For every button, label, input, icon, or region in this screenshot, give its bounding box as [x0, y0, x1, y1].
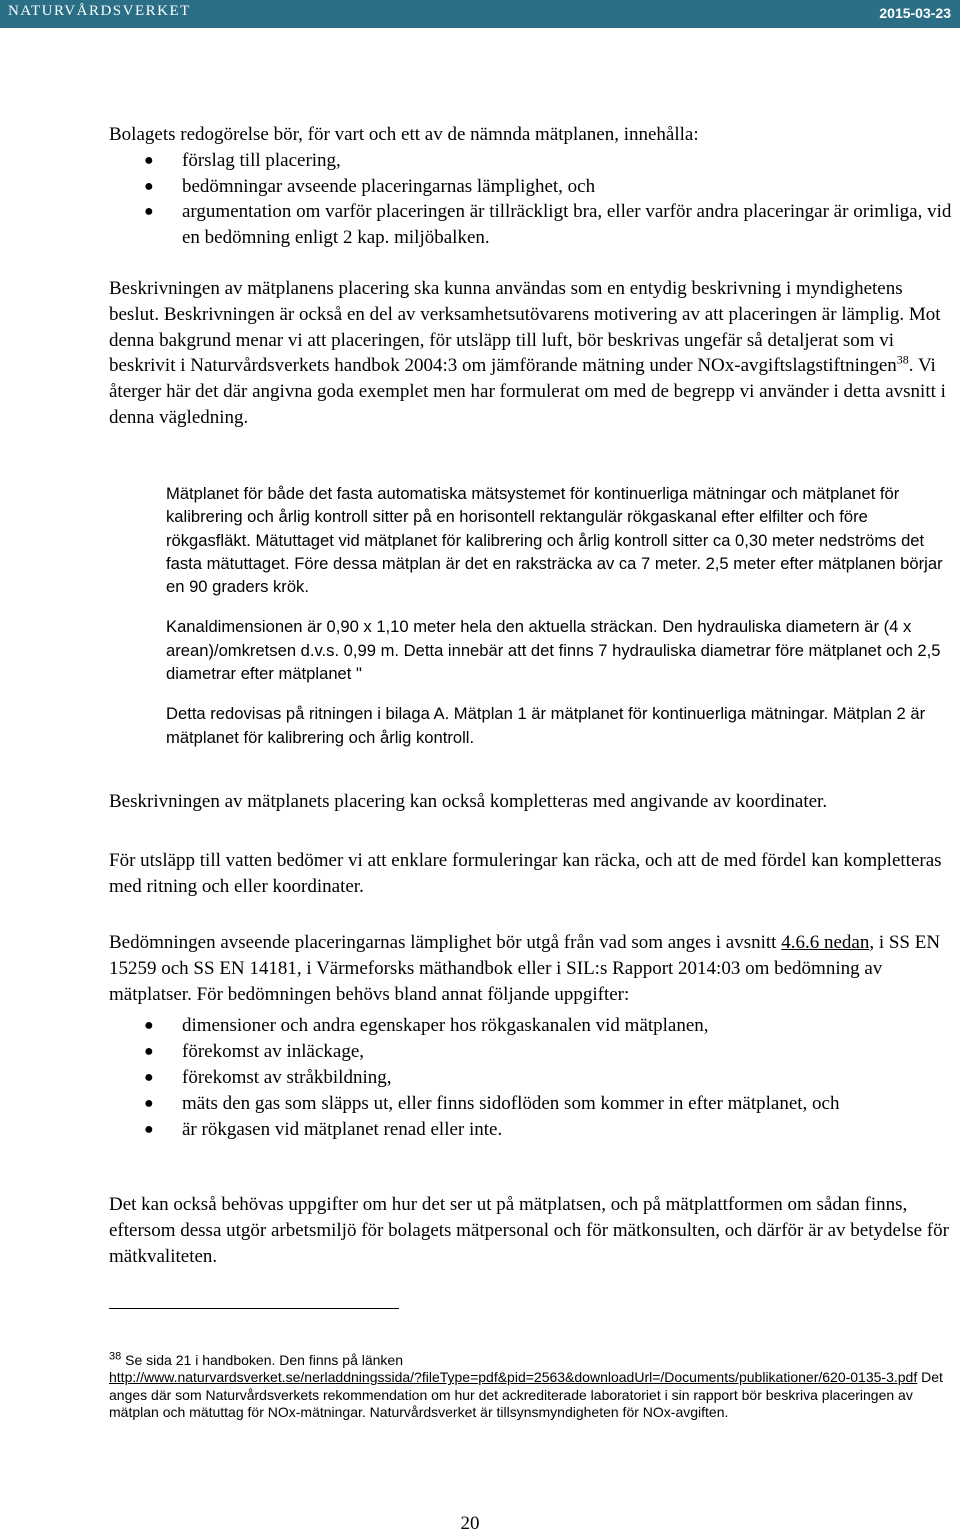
intro-bullet-list — [109, 148, 954, 251]
paragraph-water: För utsläpp till vatten bedömer vi att enklare formuleringar kan räcka, och att de med fördel kan kompletteras med ritning och eller koordinater. — [109, 850, 942, 897]
list-item: ● bedömningar avseende placeringarnas lämplighet, och — [109, 174, 954, 200]
footnote: $^{38}$ Se sida 21 i handboken. Den finns på länken http://www.naturvardsverket.se/nerladdningssida/?fileType=pdf&pid=2563&downloadUrl=/Documents/publikationer/620-0135-3.pdf Det anges där som Naturvårdsverkets rekommendation om hur det ackrediterade laboratoriet i sin rapport bör beskriva placeringen av mätplan och mätuttag för NOx-mätningar. Naturvårdsverket är tillsynsmyndigheten för NOx-avgiften. — [109, 1350, 943, 1421]
bullet-icon: ● — [144, 177, 154, 195]
bullet-icon: ● — [144, 1017, 154, 1035]
paragraph-assessment: Bedömningen avseende placeringarnas lämplighet bör utgå från vad som anges i avsnitt 4.6.6 nedan, i SS EN 15259 och SS EN 14181, i Värmeforsks mäthandbok eller i SIL:s Rapport 2014:03 om bedömning av mätplatser. För bedömningen behövs bland annat följande uppgifter: ● dimensioner och andra egenskaper hos rökgaskanalen vid mätplanen, ● förekomst av inläckage, ● förekomst av stråkbildning, ● mäts den gas som släpps ut, eller finns sidoflöden som kommer in efter mätplanet, och ● är rökgasen vid mätplanet renad eller inte. — [109, 930, 954, 1142]
bullet-icon: ● — [144, 1120, 154, 1138]
bullet-icon: ● — [144, 1043, 154, 1061]
intro-text: Bolagets redogörelse bör, för vart och ett av de nämnda mätplanen, innehålla: — [109, 124, 699, 145]
page-header — [0, 0, 960, 28]
bullet-icon: ● — [144, 1068, 154, 1086]
intro-section — [109, 122, 954, 251]
bullet-icon: ● — [144, 1094, 154, 1112]
paragraph-coordinates: Beskrivningen av mätplanets placering kan också kompletteras med angivande av koordinater. — [109, 791, 828, 812]
section-link[interactable]: 4.6.6 nedan — [781, 932, 870, 953]
list-item: ● argumentation om varför placeringen är tillräckligt bra, eller varför andra placeringar är orimliga, vid en bedömning enligt 2 kap. miljöbalken. — [144, 201, 952, 249]
footnote-url-link[interactable]: http://www.naturvardsverket.se/nerladdningssida/?fileType=pdf&pid=2563&downloadUrl=/Documents/publikationer/620-0135-3.pdf — [109, 1369, 918, 1386]
list-item: ● är rökgasen vid mätplanet renad eller inte. — [109, 1117, 954, 1143]
assessment-bullet-list — [109, 1013, 954, 1142]
organization-name: NATURVÅRDSVERKET — [8, 3, 191, 19]
paragraph-work-environment: Det kan också behövas uppgifter om hur det ser ut på mätplatsen, och på mätplattformen om sådan finns, eftersom dessa utgör arbetsmiljö för bolagets mätpersonal och för mätkonsulten, och därför är av betydelse för mätkvaliteten. — [109, 1194, 949, 1267]
footnote-reference[interactable]: 38 — [896, 353, 909, 368]
example-paragraph-1: Mätplanet för både det fasta automatiska mätsystemet för kontinuerliga mätningar och mätplanet för kalibrering och årlig kontroll sitter på en horisontell rektangulär rökgaskanal efter elfilter och före rökgasfläkt. Mätuttaget vid mätplanet för kalibrering och årlig kontroll sitter ca 0,30 meter nedströms det fasta mätuttaget. Före dessa mätplan är det en raksträcka av ca 7 meter. 2,5 meter efter mätplanen börjar en 90 graders krök. — [166, 484, 943, 597]
example-paragraph-3: Detta redovisas på ritningen i bilaga A. Mätplan 1 är mätplanet för kontinuerliga mätningar. Mätplan 2 är mätplanet för kalibrering och årlig kontroll. — [166, 704, 926, 747]
footnote-divider — [109, 1308, 399, 1309]
example-paragraph-2: Kanaldimensionen är 0,90 x 1,10 meter hela den aktuella sträckan. Den hydrauliska diametern är (4 x arean)/omkretsen d.v.s. 0,99 m. Detta innebär att det finns 7 hydrauliska diametrar före mätplanet och 2,5 diametrar efter mätplanet " — [166, 617, 941, 684]
document-date: 2015-03-23 — [879, 5, 951, 21]
page-number: 20 — [460, 1513, 480, 1534]
list-item: ● förekomst av inläckage, — [109, 1039, 954, 1065]
example-quote — [166, 482, 946, 749]
paragraph-placement: Beskrivningen av mätplanens placering ska kunna användas som en entydig beskrivning i myndighetens beslut. Beskrivningen är också en del av verksamhetsutövarens motivering av att placeringen är lämplig. Mot denna bakgrund menar vi att placeringen, för utsläpp till luft, bör beskrivas ungefär så detaljerat som vi beskrivit i Naturvårdsverkets handbok 2004:3 om jämförande mätning under NOx-avgiftslagstiftningen$^{38}$. Vi återger här det där angivna goda exemplet men har formulerat om med de begrepp vi använder i detta avsnitt i denna vägledning. — [109, 278, 946, 428]
list-item: ● förslag till placering, — [109, 148, 954, 174]
bullet-icon: ● — [144, 151, 154, 169]
list-item: ● förekomst av stråkbildning, — [109, 1065, 954, 1091]
footnote-number: 38 — [109, 1350, 122, 1363]
list-item: ● mäts den gas som släpps ut, eller finns sidoflöden som kommer in efter mätplanet, och — [109, 1091, 954, 1117]
bullet-icon: ● — [144, 203, 154, 221]
list-item: ● dimensioner och andra egenskaper hos rökgaskanalen vid mätplanen, — [109, 1013, 954, 1039]
